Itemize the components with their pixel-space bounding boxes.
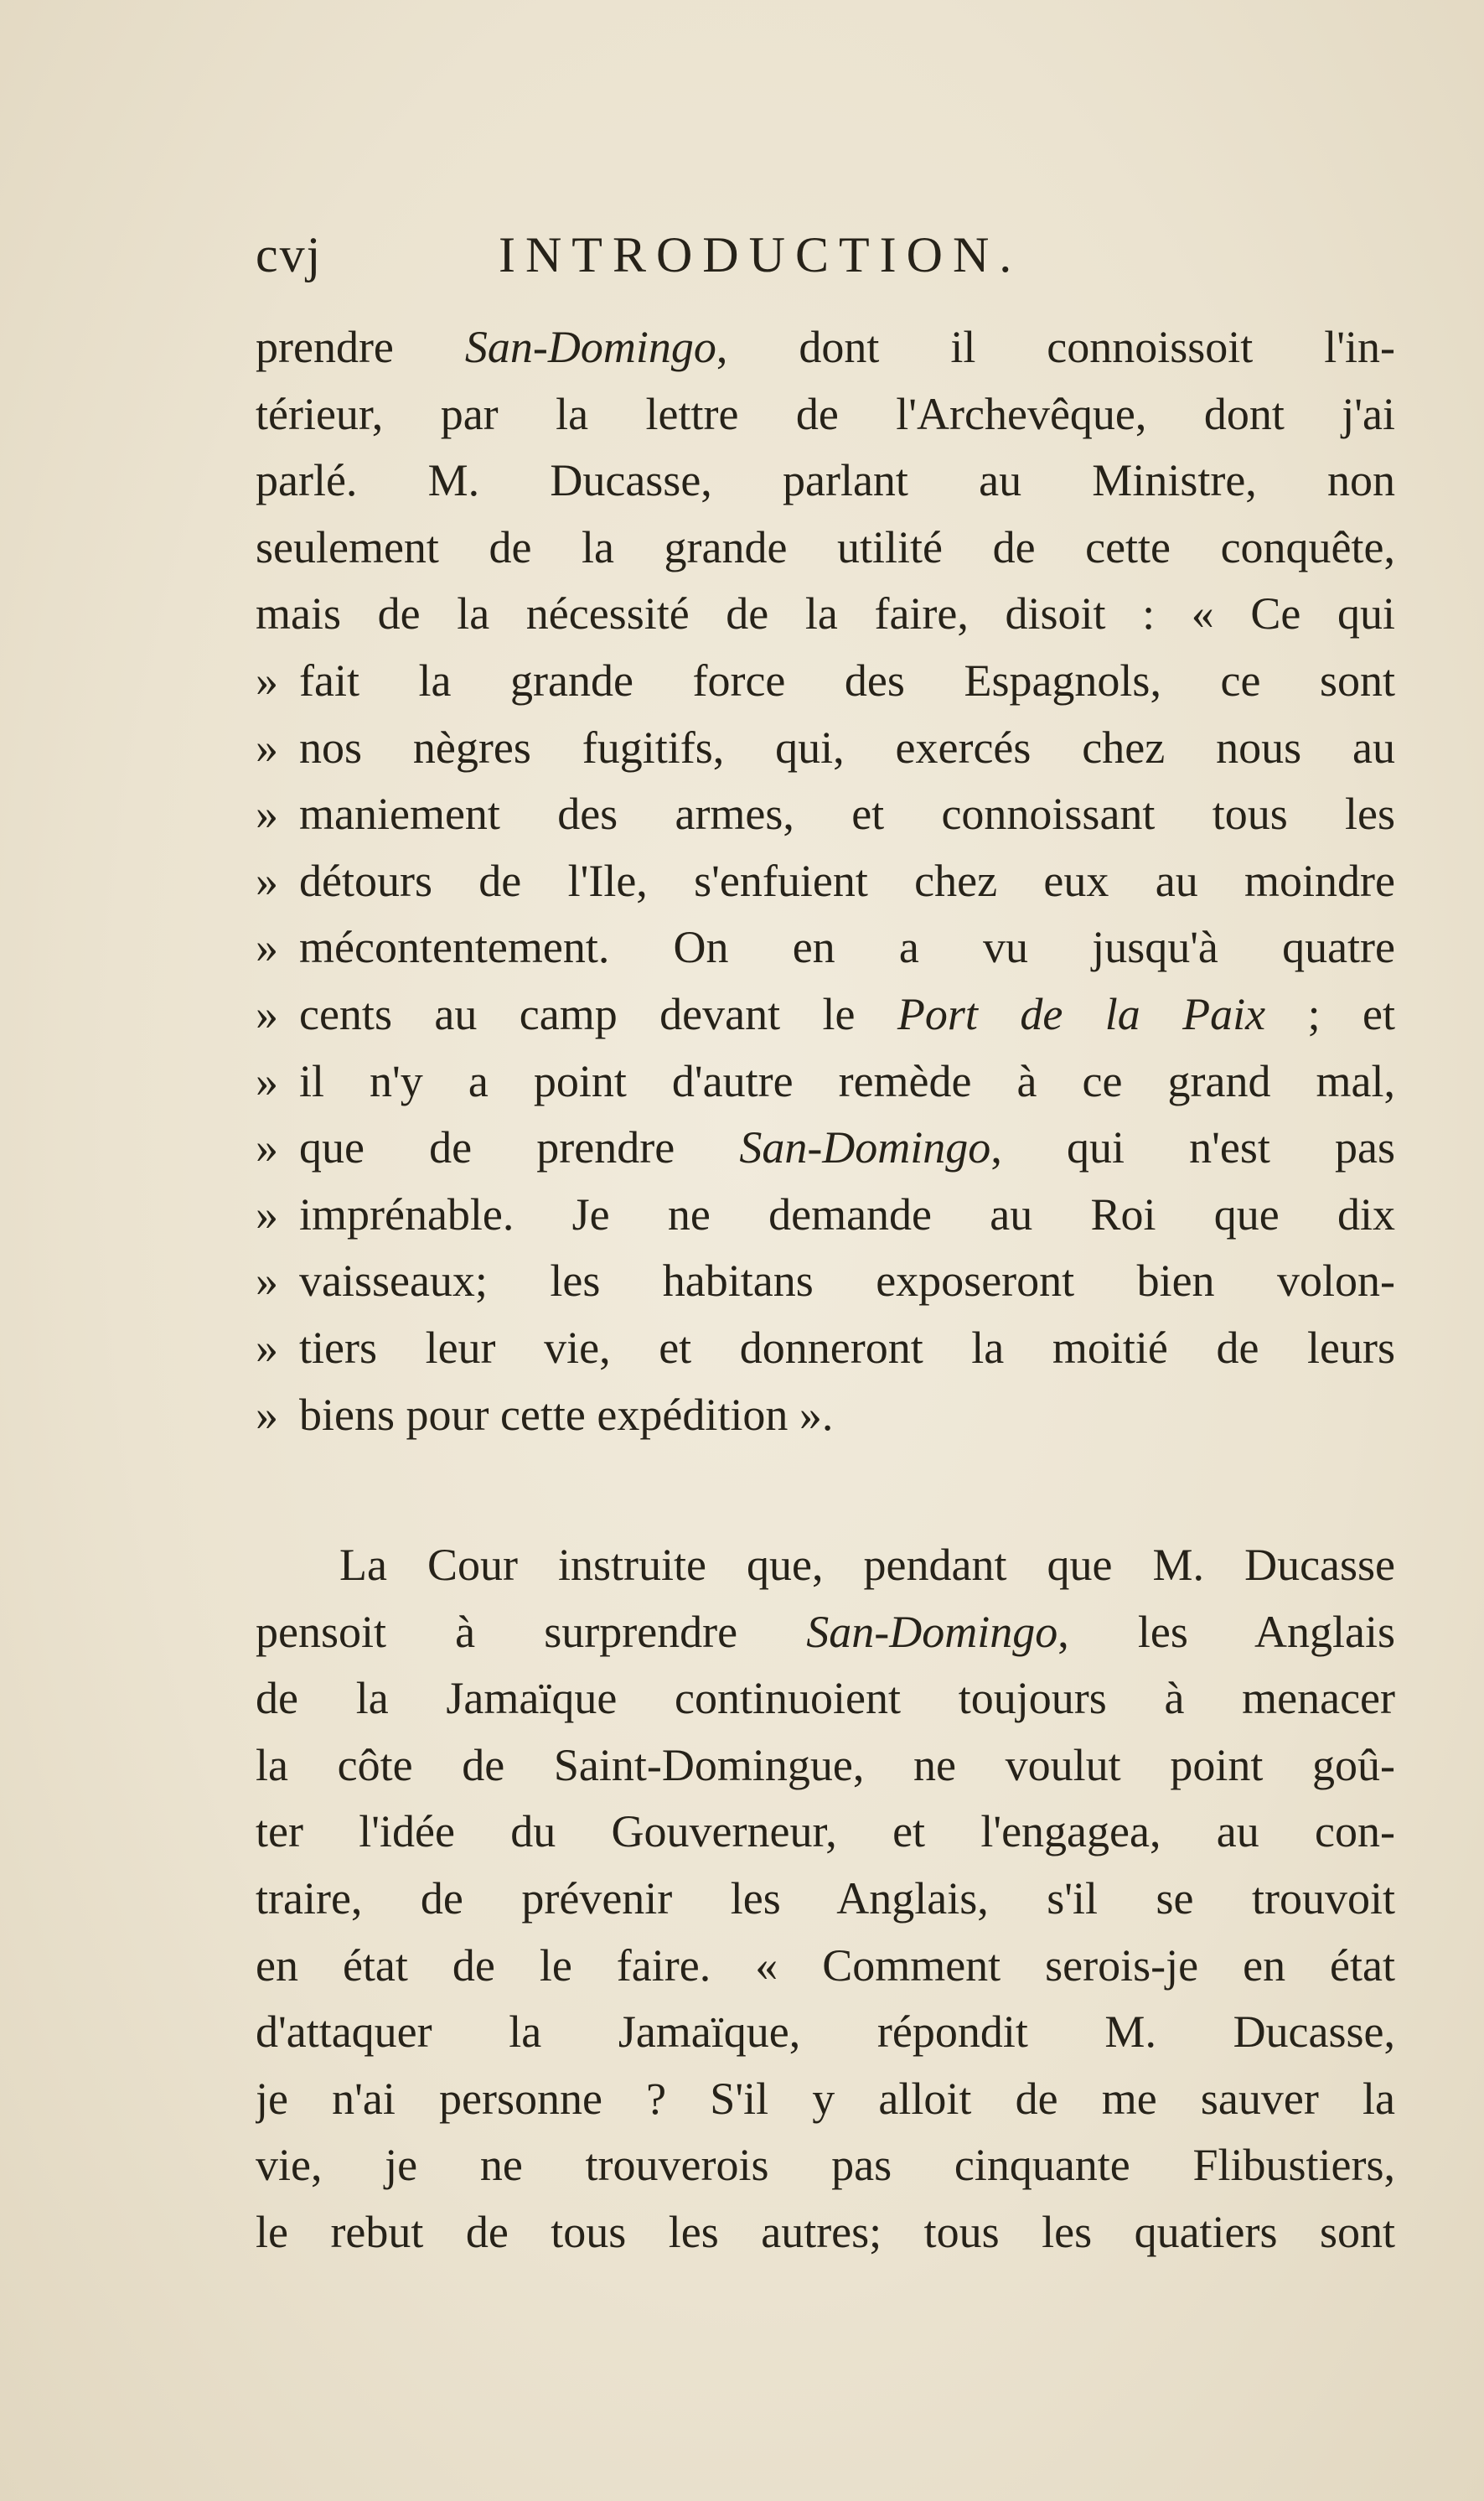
quote-mark: » bbox=[256, 922, 278, 973]
text-line: seulement de la grande utilité de cette conquête, bbox=[256, 521, 1395, 572]
quote-mark: » bbox=[256, 1188, 278, 1240]
text-line: La Cour instruite que, pendant que M. Ducasse bbox=[339, 1540, 1395, 1591]
quote-mark: » bbox=[256, 1256, 278, 1307]
quote-mark: » bbox=[256, 1122, 278, 1173]
quoted-line: » vaisseaux; les habitans exposeront bien volon- bbox=[256, 1248, 1395, 1315]
quoted-line: » fait la grande force des Espagnols, ce sont bbox=[256, 648, 1395, 715]
paragraph-2 bbox=[256, 1532, 1395, 2266]
quoted-line: » biens pour cette expédition ». bbox=[256, 1382, 1395, 1449]
quote-mark: » bbox=[256, 988, 278, 1039]
quote-mark: » bbox=[256, 1389, 278, 1440]
text-line: d'attaquer la Jamaïque, répondit M. Ducasse, bbox=[256, 2006, 1395, 2058]
text-line: ter l'idée du Gouverneur, et l'engagea, au con- bbox=[256, 1806, 1395, 1857]
text-line: pensoit à surprendre San-Domingo, les Anglais bbox=[256, 1606, 1395, 1657]
quoted-line: » imprénable. Je ne demande au Roi que dix bbox=[256, 1182, 1395, 1249]
text-line: je n'ai personne ? S'il y alloit de me sauver la bbox=[256, 2073, 1395, 2124]
text-line: le rebut de tous les autres; tous les quatiers sont bbox=[256, 2207, 1395, 2258]
quote-mark: » bbox=[256, 722, 278, 773]
paragraph-1 bbox=[256, 314, 1395, 1448]
place-name-italic: San-Domingo bbox=[806, 1606, 1058, 1657]
quoted-line: » maniement des armes, et connoissant tous les bbox=[256, 781, 1395, 848]
quoted-line: » que de prendre San-Domingo, qui n'est pas bbox=[256, 1115, 1395, 1182]
text-line: en état de le faire. « Comment serois-je en état bbox=[256, 1939, 1395, 1991]
text-line: térieur, par la lettre de l'Archevêque, dont j'ai bbox=[256, 388, 1395, 439]
quoted-line: » mécontentement. On en a vu jusqu'à quatre bbox=[256, 914, 1395, 981]
quoted-line: » nos nègres fugitifs, qui, exercés chez nous au bbox=[256, 715, 1395, 782]
page-number: cvj bbox=[256, 227, 323, 282]
quoted-line: » cents au camp devant le Port de la Paix ; et bbox=[256, 981, 1395, 1049]
text-line: traire, de prévenir les Anglais, s'il se trouvoit bbox=[256, 1873, 1395, 1924]
text-line: parlé. M. Ducasse, parlant au Ministre, non bbox=[256, 455, 1395, 506]
quote-mark: » bbox=[256, 789, 278, 840]
place-name-italic: San-Domingo bbox=[464, 322, 716, 372]
place-name-italic: Port de la Paix bbox=[897, 988, 1266, 1039]
text-line: vie, je ne trouverois pas cinquante Flibustiers, bbox=[256, 2140, 1395, 2191]
quoted-line: » il n'y a point d'autre remède à ce grand mal, bbox=[256, 1049, 1395, 1116]
text-line: de la Jamaïque continuoient toujours à menacer bbox=[256, 1673, 1395, 1724]
text-line: la côte de Saint-Domingue, ne voulut point goû- bbox=[256, 1739, 1395, 1790]
page-header bbox=[256, 226, 1404, 293]
quoted-line: » tiers leur vie, et donneront la moitié de leurs bbox=[256, 1315, 1395, 1382]
quote-mark: » bbox=[256, 1055, 278, 1106]
quote-mark: » bbox=[256, 855, 278, 906]
quoted-line: » détours de l'Ile, s'enfuient chez eux au moindre bbox=[256, 848, 1395, 915]
text-line: prendre San-Domingo, dont il connoissoit l'in- bbox=[256, 322, 1395, 372]
text-line: mais de la nécessité de la faire, disoit : « Ce qui bbox=[256, 588, 1395, 639]
quote-mark: » bbox=[256, 655, 278, 706]
quote-mark: » bbox=[256, 1322, 278, 1373]
paragraph-gap bbox=[256, 1448, 1395, 1532]
running-title: INTRODUCTION. bbox=[499, 227, 1022, 282]
body-text bbox=[256, 314, 1395, 2266]
place-name-italic: San-Domingo bbox=[739, 1122, 991, 1173]
